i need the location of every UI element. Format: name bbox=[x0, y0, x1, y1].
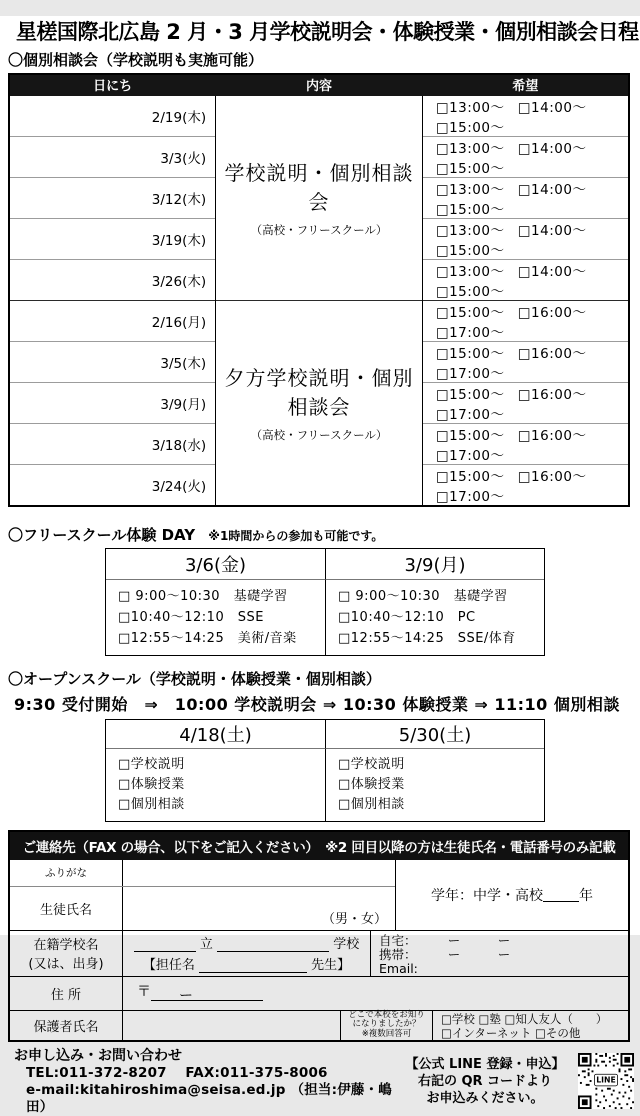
time-option: □17:00～ bbox=[435, 324, 505, 341]
option-item: □体験授業 bbox=[118, 776, 185, 792]
contact-heading: お申し込み・お問い合わせ bbox=[14, 1047, 182, 1064]
date-cell: 3/18(水) bbox=[9, 423, 216, 464]
contact-email: e-mail:kitahiroshima@seisa.ed.jp （担当:伊藤・嶋田） bbox=[26, 1081, 393, 1115]
content-subtitle: （高校・フリースクール） bbox=[250, 428, 388, 442]
grade-blank-line bbox=[543, 888, 579, 902]
date-cell: 2/19(木) bbox=[151, 109, 207, 126]
time-option: □17:00～ bbox=[435, 488, 505, 505]
time-option: □16:00～ bbox=[517, 386, 587, 403]
school-blank-line bbox=[217, 938, 329, 952]
freeschool-section-heading bbox=[8, 524, 640, 545]
teacher-line bbox=[143, 954, 350, 973]
time-option: □15:00～ bbox=[435, 345, 505, 362]
guardian-field bbox=[122, 1011, 340, 1040]
option-item: □体験授業 bbox=[338, 776, 405, 792]
times-cell bbox=[422, 423, 629, 464]
date-cell: 3/3(火) bbox=[9, 136, 216, 177]
times-cell bbox=[422, 382, 629, 423]
schedule-item: □ 9:00～10:30 基礎学習 bbox=[338, 588, 508, 604]
referral-question-line2: になりましたか？ bbox=[352, 1019, 421, 1030]
time-option: □15:00～ bbox=[435, 468, 505, 485]
line-qr-code bbox=[578, 1053, 634, 1109]
time-option: □17:00～ bbox=[435, 365, 505, 382]
form-row-guardian bbox=[10, 1010, 628, 1040]
referral-options bbox=[432, 1011, 628, 1040]
address-blank-line: ー bbox=[151, 985, 263, 1001]
student-name-row bbox=[10, 886, 395, 930]
referral-question-line3: ※複数回答可 bbox=[361, 1028, 412, 1039]
option-item: □個別相談 bbox=[338, 796, 405, 812]
time-option: □16:00～ bbox=[517, 468, 587, 485]
date-cell: 2/16(月) bbox=[9, 300, 216, 341]
time-option: □17:00～ bbox=[435, 447, 505, 464]
referral-options-line1: □学校 □塾 □知人友人（ ） bbox=[441, 1011, 608, 1026]
freeschool-schedule-cell bbox=[325, 580, 544, 655]
time-option: □15:00～ bbox=[435, 242, 505, 259]
time-option: □14:00～ bbox=[517, 222, 587, 239]
time-option: □16:00～ bbox=[517, 427, 587, 444]
content-cell bbox=[216, 95, 423, 300]
date-cell: 3/5(木) bbox=[9, 341, 216, 382]
furigana-field bbox=[122, 860, 395, 886]
content-title: 学校説明・個別相談会 bbox=[224, 161, 414, 214]
times-cell bbox=[422, 218, 629, 259]
openschool-date-header: 5/30(土) bbox=[325, 720, 544, 749]
teacher-blank-line bbox=[199, 959, 307, 973]
student-name-field bbox=[122, 887, 395, 930]
schedule-item: □ 9:00～10:30 基礎学習 bbox=[118, 588, 288, 604]
contact-form bbox=[8, 830, 630, 1042]
school-end-text: 学校 bbox=[333, 937, 360, 952]
school-label bbox=[10, 931, 122, 976]
contact-info bbox=[14, 1047, 396, 1116]
freeschool-heading-text: 〇フリースクール体験 DAY bbox=[8, 525, 196, 544]
time-option: □15:00～ bbox=[435, 304, 505, 321]
line-signup-line3: お申込みください。 bbox=[426, 1090, 544, 1106]
grade-suffix: 年 bbox=[579, 887, 593, 904]
time-option: □15:00～ bbox=[435, 283, 505, 300]
openschool-options-cell bbox=[106, 749, 325, 821]
time-option: □13:00～ bbox=[435, 263, 505, 280]
openschool-timeline: 9:30 受付開始 ⇒ 10:00 学校説明会 ⇒ 10:30 体験授業 ⇒ 11:10 個別相談 bbox=[14, 694, 620, 714]
times-cell bbox=[422, 259, 629, 300]
gender-note: （男・女） bbox=[321, 911, 387, 927]
schedule-item: □10:40～12:10 PC bbox=[338, 609, 476, 625]
date-cell: 3/19(木) bbox=[9, 218, 216, 259]
time-option: □14:00～ bbox=[517, 181, 587, 198]
furigana-row bbox=[10, 860, 395, 886]
school-label-line2: (又は、出身) bbox=[28, 957, 104, 972]
document-page bbox=[0, 16, 640, 1115]
date-cell: 3/12(木) bbox=[9, 177, 216, 218]
form-row-school bbox=[10, 930, 628, 976]
header-content: 内容 bbox=[216, 74, 423, 95]
referral-question-line1: どこで本校をお知り bbox=[348, 1009, 425, 1020]
times-cell bbox=[422, 464, 629, 506]
phone-cell bbox=[370, 931, 628, 976]
content-subtitle: （高校・フリースクール） bbox=[250, 223, 388, 237]
openschool-date-header: 4/18(土) bbox=[106, 720, 325, 749]
freeschool-schedule-cell bbox=[106, 580, 325, 655]
furigana-label: ふりがな bbox=[45, 867, 87, 879]
time-option: □15:00～ bbox=[435, 160, 505, 177]
content-cell bbox=[216, 300, 423, 506]
time-option: □15:00～ bbox=[435, 119, 505, 136]
email-line: Email: bbox=[379, 960, 418, 976]
date-cell: 3/26(木) bbox=[9, 259, 216, 300]
date-cell: 3/24(火) bbox=[9, 464, 216, 506]
referral-options-line2: □インターネット □その他 bbox=[441, 1025, 581, 1040]
consult-header-row bbox=[9, 74, 629, 95]
page-title: 星槎国際北広島 2 月・3 月学校説明会・体験授業・個別相談会日程 bbox=[16, 20, 639, 44]
times-cell bbox=[422, 136, 629, 177]
table-row bbox=[9, 95, 629, 136]
freeschool-date-header: 3/6(金) bbox=[106, 549, 325, 580]
option-item: □学校説明 bbox=[118, 756, 185, 772]
schedule-item: □12:55～14:25 SSE/体育 bbox=[338, 630, 516, 646]
time-option: □14:00～ bbox=[517, 263, 587, 280]
time-option: □14:00～ bbox=[517, 99, 587, 116]
time-option: □16:00～ bbox=[517, 345, 587, 362]
student-name-label: 生徒氏名 bbox=[39, 902, 92, 918]
grade-prefix: 学年：中学・高校 bbox=[431, 887, 543, 904]
phone-mobile-line: 携帯： ー ー bbox=[379, 946, 511, 962]
consult-table bbox=[8, 73, 630, 507]
schedule-item: □10:40～12:10 SSE bbox=[118, 609, 264, 625]
footer bbox=[0, 1047, 640, 1116]
grade-cell bbox=[395, 860, 628, 930]
header-preference: 希望 bbox=[422, 74, 629, 95]
times-cell bbox=[422, 95, 629, 136]
line-signup-line2: 右記の QR コードより bbox=[417, 1073, 553, 1089]
postal-mark: 〒 bbox=[137, 983, 151, 1000]
teacher-suffix: 先生】 bbox=[311, 958, 351, 973]
address-label: 住 所 bbox=[50, 987, 82, 1003]
guardian-label: 保護者氏名 bbox=[33, 1019, 99, 1035]
address-field bbox=[122, 977, 628, 1010]
line-qr-label: LINE bbox=[596, 1075, 616, 1085]
form-row-address bbox=[10, 976, 628, 1010]
option-item: □学校説明 bbox=[338, 756, 405, 772]
times-cell bbox=[422, 300, 629, 341]
content-title: 夕方学校説明・個別相談会 bbox=[224, 366, 414, 419]
time-option: □13:00～ bbox=[435, 99, 505, 116]
time-option: □15:00～ bbox=[435, 201, 505, 218]
header-date: 日にち bbox=[9, 74, 216, 95]
referral-question bbox=[340, 1011, 432, 1040]
time-option: □16:00～ bbox=[517, 304, 587, 321]
school-field bbox=[122, 931, 370, 976]
school-label-line1: 在籍学校名 bbox=[33, 938, 99, 953]
form-header: ご連絡先（FAX の場合、以下をご記入ください） ※2 回目以降の方は生徒氏名・電話番号のみ記載 bbox=[10, 832, 628, 860]
school-name-line bbox=[134, 933, 359, 952]
time-option: □13:00～ bbox=[435, 181, 505, 198]
openschool-table bbox=[105, 719, 545, 822]
line-signup-note bbox=[396, 1056, 574, 1107]
freeschool-table bbox=[105, 548, 545, 656]
contact-tel-fax: TEL:011-372-8207 FAX:011-375-8006 bbox=[26, 1064, 328, 1081]
time-option: □15:00～ bbox=[435, 427, 505, 444]
date-cell: 3/9(月) bbox=[9, 382, 216, 423]
openschool-options-cell bbox=[325, 749, 544, 821]
name-block bbox=[10, 860, 395, 930]
time-option: □13:00～ bbox=[435, 140, 505, 157]
form-row-name bbox=[10, 860, 628, 930]
time-option: □15:00～ bbox=[435, 386, 505, 403]
consult-section-heading: 〇個別相談会（学校説明も実施可能） bbox=[8, 51, 264, 69]
school-mid-text: 立 bbox=[199, 937, 213, 952]
phone-home-line: 自宅： ー ー bbox=[379, 932, 511, 948]
option-item: □個別相談 bbox=[118, 796, 185, 812]
time-option: □17:00～ bbox=[435, 406, 505, 423]
line-signup-line1: 【公式 LINE 登録・申込】 bbox=[405, 1056, 565, 1072]
table-row bbox=[9, 300, 629, 341]
freeschool-note: ※1時間からの参加も可能です。 bbox=[208, 528, 384, 543]
time-option: □14:00～ bbox=[517, 140, 587, 157]
school-blank-line bbox=[134, 938, 196, 952]
times-cell bbox=[422, 341, 629, 382]
openschool-section-heading: 〇オープンスクール（学校説明・体験授業・個別相談） bbox=[8, 669, 381, 688]
times-cell bbox=[422, 177, 629, 218]
schedule-item: □12:55～14:25 美術/音楽 bbox=[118, 630, 297, 646]
freeschool-date-header: 3/9(月) bbox=[325, 549, 544, 580]
time-option: □13:00～ bbox=[435, 222, 505, 239]
teacher-prefix: 【担任名 bbox=[142, 958, 195, 973]
